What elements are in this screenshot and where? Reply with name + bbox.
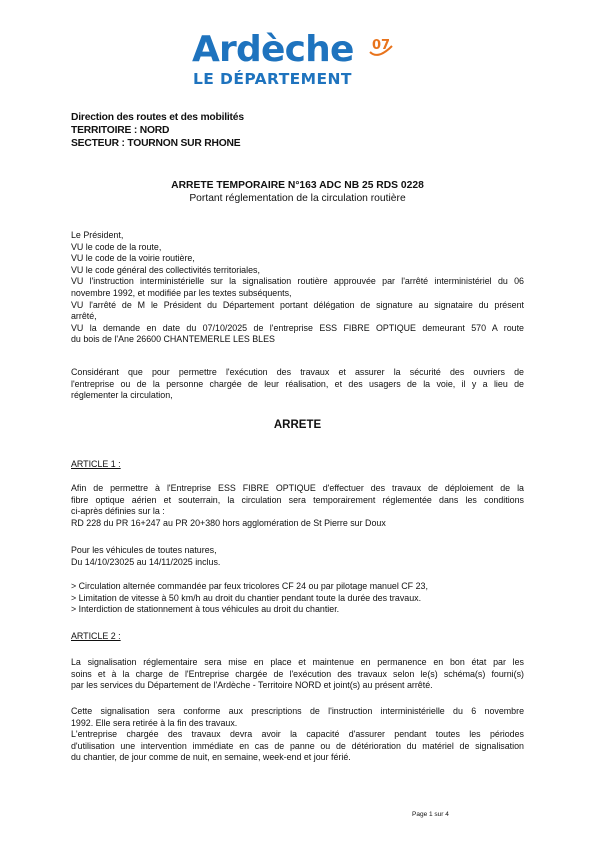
preamble-line: VU le code général des collectivités territoriales, <box>71 264 260 275</box>
measure-item: > Interdiction de stationnement à tous véhicules au droit du chantier. <box>71 604 340 615</box>
article-1-line: Pour les véhicules de toutes natures, <box>71 545 217 555</box>
article-1-line: Afin de permettre à l'Entreprise ESS FIBRE OPTIQUE d'effectuer des travaux de déploiement de la <box>71 483 524 493</box>
article-1-measures <box>71 581 524 616</box>
article-2-line: par les services du Département de l'Ardèche - Territoire NORD et joint(s) au présent arrêté. <box>71 680 433 691</box>
preamble-line: VU l'instruction interministérielle sur la signalisation routière approuvée par l'arrêté interministériel du 06 <box>71 276 524 287</box>
considerant-line: Considérant que pour permettre l'exécution des travaux et assurer la sécurité des ouvriers de <box>71 367 524 377</box>
article-2-line: L'entreprise chargée des travaux devra avoir la capacité d'assurer pendant toutes les périodes <box>71 729 524 740</box>
logo-badge <box>368 36 394 58</box>
header-territoire: TERRITOIRE : NORD <box>71 125 170 136</box>
article-2-para-2 <box>71 706 524 764</box>
article-1-line: ci-après définies sur la : <box>71 506 165 517</box>
article-1-intro <box>71 483 524 529</box>
article-2-line: du chantier, de jour comme de nuit, en semaine, week-end et jour férié. <box>71 752 351 763</box>
article-2-line: d'utilisation une intervention immédiate en cas de panne ou de détérioration du matériel de signalisation <box>71 740 524 751</box>
preamble-line: VU la demande en date du 07/10/2025 de l'entreprise ESS FIBRE OPTIQUE demeurant 570 A route <box>71 322 524 333</box>
article-1-road: RD 228 du PR 16+247 au PR 20+380 hors agglomération de St Pierre sur Doux <box>71 517 386 528</box>
preamble-line: VU le code de la voirie routière, <box>71 253 195 264</box>
page-number: Page 1 sur 4 <box>412 811 449 818</box>
article-1-dates: Du 14/10/23025 au 14/11/2025 inclus. <box>71 556 221 567</box>
preamble <box>71 230 524 346</box>
preamble-line: VU l'arrêté de M le Président du Département portant délégation de signature au signataire du présent <box>71 299 524 310</box>
logo-subtitle: LE DÉPARTEMENT <box>193 70 352 88</box>
header-secteur: SECTEUR : TOURNON SUR RHONE <box>71 138 241 149</box>
article-2-heading: ARTICLE 2 : <box>71 631 121 641</box>
article-1-line: fibre optique aérien et souterrain, la circulation sera temporairement réglementée dans les conditions <box>71 494 524 505</box>
decree-title: ARRETE TEMPORAIRE N°163 ADC NB 25 RDS 0228 <box>171 180 424 191</box>
article-2-line: Cette signalisation sera conforme aux prescriptions de l'instruction interministérielle du 6 novembre <box>71 706 524 716</box>
preamble-line: arrêté, <box>71 311 97 322</box>
article-2-line: 1992. Elle sera retirée à la fin des travaux. <box>71 717 238 728</box>
arrete-heading: ARRETE <box>273 419 322 431</box>
department-logo <box>192 30 402 92</box>
preamble-line: Le Président, <box>71 230 124 240</box>
article-2-line: La signalisation réglementaire sera mise en place et maintenue en permanence en bon état par les <box>71 657 524 667</box>
decree-subtitle: Portant réglementation de la circulation routière <box>189 193 406 204</box>
considerant-line: l'entreprise ou de la personne chargée de leur réalisation, et des usagers de la voie, il y a lieu de <box>71 378 524 389</box>
logo-badge-number: 07 <box>371 38 391 53</box>
article-2-para-1 <box>71 657 524 692</box>
preamble-line: du bois de l'Ane 26600 CHANTEMERLE LES BLES <box>71 334 275 345</box>
considerant <box>71 367 524 402</box>
considerant-line: réglementer la circulation, <box>71 390 173 401</box>
measure-item: > Limitation de vitesse à 50 km/h au droit du chantier pendant toute la durée des travaux. <box>71 592 422 603</box>
preamble-line: VU le code de la route, <box>71 241 162 252</box>
article-1-heading: ARTICLE 1 : <box>71 459 121 469</box>
header-direction: Direction des routes et des mobilités <box>71 112 244 123</box>
measure-item: > Circulation alternée commandée par feux tricolores CF 24 ou par pilotage manuel CF 23, <box>71 581 428 591</box>
preamble-line: novembre 1992, et modifiée par les textes subséquents, <box>71 287 292 298</box>
logo-wordmark: Ardèche <box>192 29 354 70</box>
article-2-line: soins et à la charge de l'Entreprise chargée de l'exécution des travaux selon le(s) schéma(s) fourni(s) <box>71 668 524 679</box>
article-1-vehicles <box>71 545 524 568</box>
